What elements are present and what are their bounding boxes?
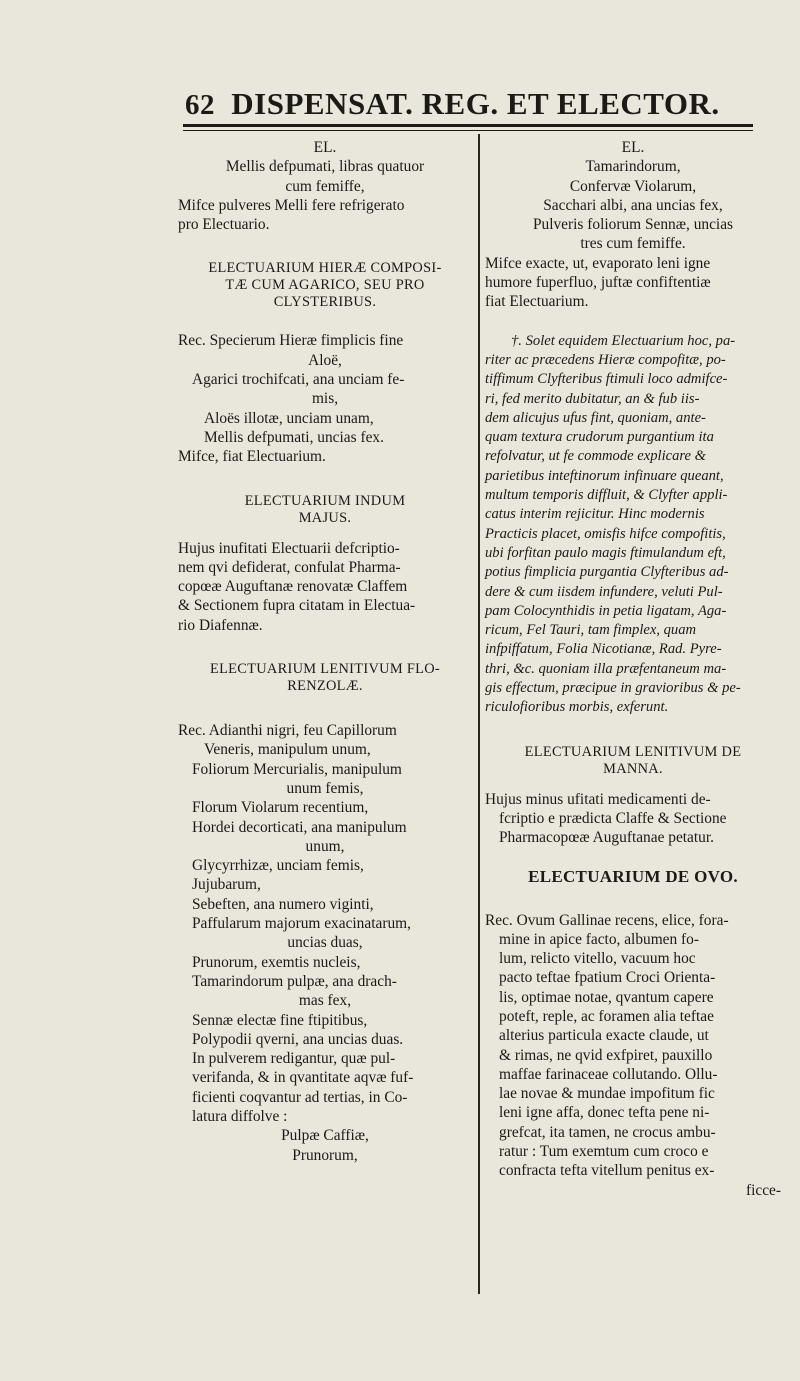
recipe-line: alterius particula exacte claude, ut bbox=[499, 1027, 709, 1045]
note-line: thri, &c. quoniam illa præfentaneum ma- bbox=[485, 660, 727, 677]
column-divider bbox=[478, 134, 480, 1294]
section-heading: TÆ CUM AGARICO, SEU PRO bbox=[225, 277, 425, 294]
note-line: riter ac præcedens Hieræ compofitæ, po- bbox=[485, 351, 726, 368]
recipe-line: latura diffolve : bbox=[192, 1107, 288, 1125]
note-line: ri, fed merito dubitatur, an & fub iis- bbox=[485, 390, 700, 407]
recipe-line: tres cum femiffe. bbox=[580, 235, 686, 253]
recipe-line: Jujubarum, bbox=[192, 876, 261, 894]
running-header bbox=[185, 86, 745, 122]
note-line: ricum, Fel Tauri, tam fimplex, quam bbox=[485, 622, 697, 639]
recipe-line: Agarici trochifcati, ana unciam fe- bbox=[192, 371, 405, 389]
section-heading: ELECTUARIUM INDUM bbox=[244, 492, 406, 509]
section-heading: ELECTUARIUM LENITIVUM DE bbox=[524, 743, 742, 760]
section-heading: MAJUS. bbox=[298, 509, 352, 526]
text-line: Hujus inufitati Electuarii defcriptio- bbox=[178, 539, 400, 557]
recipe-line: Pulpæ Caffiæ, bbox=[281, 1127, 369, 1145]
text-line: humore fuperfluo, juftæ confiftentiæ bbox=[485, 274, 711, 292]
text-line: pro Electuario. bbox=[178, 216, 270, 234]
recipe-line: & rimas, ne qvid exfpiret, pauxillo bbox=[499, 1046, 713, 1064]
el-label: EL. bbox=[313, 139, 337, 156]
note-line: quam textura crudorum purgantium ita bbox=[485, 429, 714, 446]
note-line: pam Colocynthidis in petia ligatam, Aga- bbox=[485, 602, 727, 619]
note-line: ubi forfitan paulo magis ftimulandum eft, bbox=[485, 544, 726, 561]
recipe-line: In pulverem redigantur, quæ pul- bbox=[192, 1050, 396, 1068]
recipe-line: lum, relicto vitello, vacuum hoc bbox=[499, 950, 696, 968]
recipe-line: Rec. Adianthi nigri, feu Capillorum bbox=[178, 722, 397, 740]
note-line: tiffimum Clyfteribus ftimuli loco admifce- bbox=[485, 371, 728, 388]
recipe-line: Hordei decorticati, ana manipulum bbox=[192, 818, 407, 836]
note-line: infpiffatum, Folia Nicotianæ, Rad. Pyre- bbox=[485, 641, 722, 658]
recipe-line: pacto teftae fpatium Croci Orienta- bbox=[499, 969, 716, 987]
recipe-line: Prunorum, exemtis nucleis, bbox=[192, 953, 361, 971]
text-line: Mellis defpumati, libras quatuor bbox=[225, 158, 425, 176]
section-heading: CLYSTERIBUS. bbox=[273, 294, 377, 311]
left-column bbox=[178, 138, 472, 1165]
recipe-line: Glycyrrhizæ, unciam femis, bbox=[192, 857, 364, 875]
recipe-line: poteft, reple, ac foramen alia teftae bbox=[499, 1007, 714, 1025]
section-heading: ELECTUARIUM HIERÆ COMPOSI- bbox=[208, 260, 442, 277]
note-line: refolvatur, ut fe commode explicare & bbox=[485, 448, 707, 465]
recipe-line: Sacchari albi, ana uncias fex, bbox=[543, 196, 723, 214]
recipe-line: Aloë, bbox=[308, 351, 342, 369]
note-line: Practicis placet, omisfis hifce compofitis, bbox=[485, 525, 726, 542]
recipe-line: Rec. Ovum Gallinae recens, elice, fora- bbox=[485, 911, 729, 929]
recipe-line: Foliorum Mercurialis, manipulum bbox=[192, 760, 402, 778]
recipe-line: mis, bbox=[311, 390, 339, 408]
note-line: gis effectum, præcipue in gravioribus & pe- bbox=[485, 680, 741, 697]
recipe-line: unum femis, bbox=[286, 779, 364, 797]
text-line: rio Diafennæ. bbox=[178, 616, 263, 634]
recipe-line: Tamarindorum pulpæ, ana drach- bbox=[192, 972, 397, 990]
text-line: fcriptio e prædicta Claffe & Sectione bbox=[499, 809, 727, 827]
note-line: potius fimplicia purgantia Clyfteribus ad- bbox=[485, 564, 729, 581]
note-line: †. Solet equidem Electuarium hoc, pa- bbox=[511, 332, 736, 349]
recipe-line: Mifce, fiat Electuarium. bbox=[178, 448, 326, 466]
section-heading: ELECTUARIUM DE OVO. bbox=[528, 866, 738, 886]
header-rule bbox=[183, 124, 753, 127]
note-line: dere & cum iisdem infundere, veluti Pul- bbox=[485, 583, 723, 600]
recipe-line: maffae farinaceae collutando. Ollu- bbox=[499, 1065, 718, 1083]
recipe-line: ratur : Tum exemtum cum croco e bbox=[499, 1143, 709, 1161]
page-number: 62 bbox=[185, 89, 215, 121]
recipe-line: verifanda, & in qvantitate aqvæ fuf- bbox=[192, 1069, 414, 1087]
recipe-line: grefcat, ita tamen, ne crocus ambu- bbox=[499, 1123, 716, 1141]
note-line: parietibus inteftinorum infinuare queant, bbox=[485, 467, 724, 484]
el-label: EL. bbox=[621, 139, 645, 156]
footnote bbox=[485, 332, 781, 718]
section-heading: ELECTUARIUM LENITIVUM FLO- bbox=[209, 661, 441, 678]
text-line: Hujus minus ufitati medicamenti de- bbox=[485, 790, 711, 808]
note-line: multum temporis diffluit, & Clyfter appli- bbox=[485, 487, 728, 504]
section-heading: RENZOLÆ. bbox=[287, 678, 363, 695]
catchword: ficce- bbox=[745, 1181, 781, 1199]
recipe-line: leni igne affa, donec tefta pene ni- bbox=[499, 1104, 710, 1122]
recipe-line: Rec. Specierum Hieræ fimplicis fine bbox=[178, 332, 404, 350]
recipe-line: confracta tefta vitellum penitus ex- bbox=[499, 1162, 715, 1180]
note-line: dem alicujus ufus fint, quoniam, ante- bbox=[485, 409, 706, 426]
recipe-line: Tamarindorum, bbox=[585, 158, 681, 176]
text-line: Mifce pulveres Melli fere refrigerato bbox=[178, 196, 405, 214]
recipe-line: unum, bbox=[305, 837, 345, 855]
section-heading: MANNA. bbox=[603, 760, 663, 777]
recipe-line: mas fex, bbox=[298, 992, 352, 1010]
note-line: riculofioribus morbis, exferunt. bbox=[485, 699, 669, 716]
recipe-line: Prunorum, bbox=[292, 1146, 358, 1164]
text-line: nem qvi defiderat, confulat Pharma- bbox=[178, 558, 401, 576]
recipe-line: Pulveris foliorum Sennæ, uncias bbox=[532, 216, 734, 234]
recipe-line: uncias duas, bbox=[287, 934, 363, 952]
text-line: & Sectionem fupra citatam in Electua- bbox=[178, 597, 416, 615]
right-column bbox=[485, 138, 781, 1200]
recipe-line: mine in apice facto, albumen fo- bbox=[499, 930, 699, 948]
recipe-line: lis, optimae notae, qvantum capere bbox=[499, 988, 714, 1006]
recipe-line: Florum Violarum recentium, bbox=[192, 799, 369, 817]
recipe-line: Aloës illotæ, unciam unam, bbox=[204, 409, 374, 427]
page-title: DISPENSAT. REG. ET ELECTOR. bbox=[231, 86, 720, 121]
recipe-line: Paffularum majorum exacinatarum, bbox=[192, 915, 411, 933]
text-line: fiat Electuarium. bbox=[485, 293, 589, 311]
note-line: catus interim rejicitur. Hinc modernis bbox=[485, 506, 705, 523]
text-line: Pharmacopœæ Auguftanae petatur. bbox=[499, 829, 714, 847]
recipe-line: Sennæ electæ fine ftipitibus, bbox=[192, 1011, 368, 1029]
recipe-line: lae novae & mundae impofitum fic bbox=[499, 1085, 715, 1103]
recipe-line: Veneris, manipulum unum, bbox=[204, 741, 371, 759]
text-line: copœæ Auguftanæ renovatæ Claffem bbox=[178, 578, 408, 596]
header-rule-thin bbox=[183, 130, 753, 131]
text-line: cum femiffe, bbox=[285, 177, 365, 195]
recipe-line: Confervæ Violarum, bbox=[569, 177, 697, 195]
recipe-line: Sebeften, ana numero viginti, bbox=[192, 895, 374, 913]
recipe-line: Mellis defpumati, uncias fex. bbox=[204, 428, 384, 446]
text-line: Mifce exacte, ut, evaporato leni igne bbox=[485, 254, 711, 272]
recipe-line: ficienti coqvantur ad tertias, in Co- bbox=[192, 1088, 408, 1106]
recipe-line: Polypodii qverni, ana uncias duas. bbox=[192, 1030, 404, 1048]
